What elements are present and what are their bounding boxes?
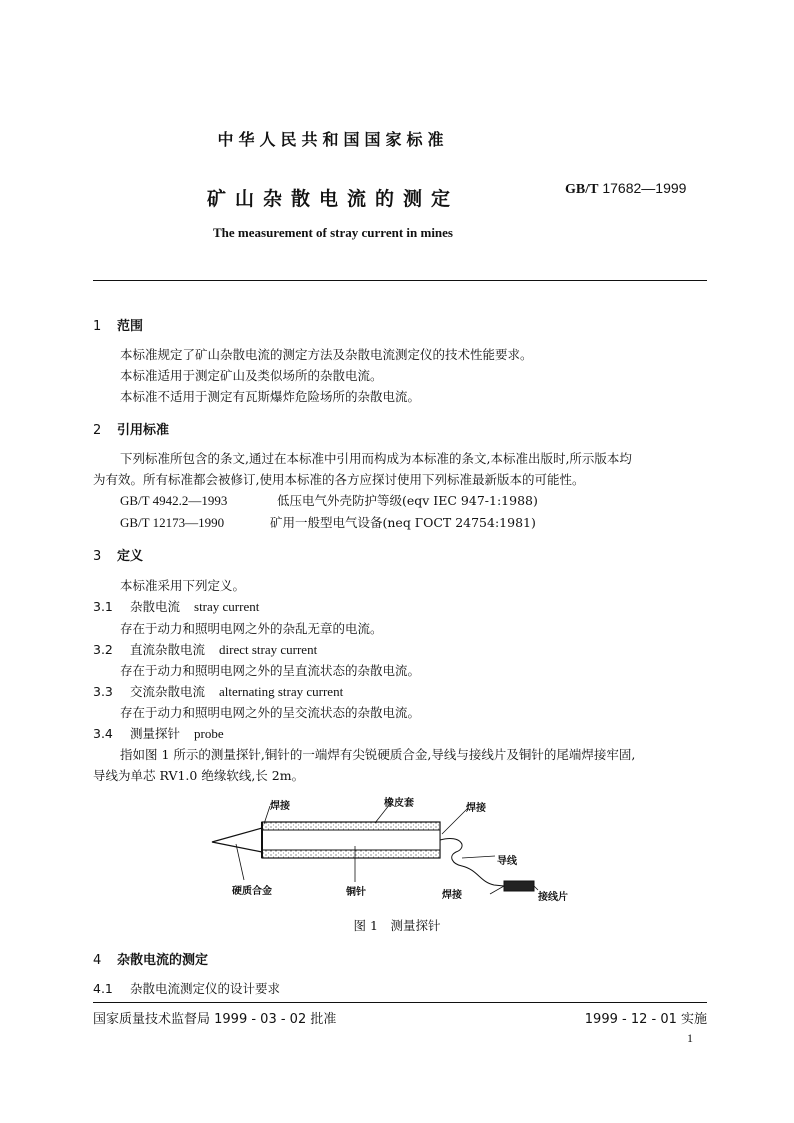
definition-3-3-heading [93,682,343,700]
leader-weld-bottom [490,886,504,894]
subsection-number: 3.2 [93,642,113,657]
reference-item [120,513,536,531]
definition-term: 测量探针 [130,726,181,741]
subsection-number: 3.4 [93,726,113,741]
label-rubber-sleeve: 橡皮套 [384,798,414,809]
section-number: 4 [93,953,102,968]
definition-term-en: stray current [194,599,260,614]
definition-term: 直流杂散电流 [130,642,206,657]
subsection-title: 杂散电流测定仪的设计要求 [130,981,281,996]
figure-caption: 图 1 测量探针 [353,918,441,933]
definition-3-2-description: 存在于动力和照明电网之外的呈直流状态的杂散电流。 [120,663,421,678]
terminal-lug [504,881,534,891]
definition-3-2-heading [93,640,317,658]
copper-needle [262,830,440,850]
reference-title: 低压电气外壳防护等级(eqv IEC 947-1:1988) [277,493,538,508]
label-copper-needle: 铜针 [346,887,366,898]
label-weld-left: 焊接 [270,801,290,812]
section-title: 杂散电流的测定 [117,953,209,968]
subsection-4-1-heading [93,979,280,997]
reference-title: 矿用一般型电气设备(neq ГОСТ 24754:1981) [270,515,536,530]
section-1-paragraph-3: 本标准不适用于测定有瓦斯爆炸危险场所的杂散电流。 [120,389,421,404]
section-1-paragraph-1: 本标准规定了矿山杂散电流的测定方法及杂散电流测定仪的技术性能要求。 [120,347,533,362]
reference-code: GB/T 4942.2—1993 [120,493,228,508]
document-title-en: The measurement of stray current in mines [213,225,453,240]
section-title: 定义 [117,549,144,564]
section-number: 2 [93,423,102,438]
definition-term-en: probe [194,726,224,741]
approval-date: 国家质量技术监督局 1999 - 03 - 02 批准 [93,1012,337,1027]
footer-rule [93,1002,707,1003]
standard-category: 中华人民共和国国家标准 [217,130,449,149]
definition-3-4-description-line-1: 指如图 1 所示的测量探针,铜针的一端焊有尖锐硬质合金,导线与接线片及铜针的尾端焊接牢固, [120,747,636,762]
section-1-heading [93,315,143,334]
section-number: 1 [93,319,102,334]
definition-3-4-description-line-2: 导线为单芯 RV1.0 绝缘软线,长 2m。 [93,768,305,783]
label-hard-alloy: 硬质合金 [232,886,272,897]
section-4-heading [93,949,208,968]
section-2-heading [93,419,169,438]
section-3-intro: 本标准采用下列定义。 [120,578,246,593]
reference-code: GB/T 12173—1990 [120,515,225,530]
section-2-paragraph-line-1: 下列标准所包含的条文,通过在本标准中引用而构成为本标准的条文,本标准出版时,所示版本均 [120,451,632,466]
page-number: 1 [687,1031,693,1045]
section-3-heading [93,545,143,564]
label-terminal: 接线片 [538,892,568,903]
label-wire: 导线 [497,856,517,867]
subsection-number: 4.1 [93,981,113,996]
section-title: 范围 [117,319,144,334]
effective-date: 1999 - 12 - 01 实施 [584,1012,707,1027]
leader-weld-right [442,808,468,834]
definition-3-1-description: 存在于动力和照明电网之外的杂乱无章的电流。 [120,621,383,636]
definition-term: 交流杂散电流 [130,684,206,699]
definition-3-3-description: 存在于动力和照明电网之外的呈交流状态的杂散电流。 [120,705,421,720]
label-weld-bottom: 焊接 [442,890,462,901]
definition-term-en: direct stray current [219,642,318,657]
standard-code-number: 17682—1999 [602,180,687,196]
definition-term-en: alternating stray current [219,684,344,699]
section-number: 3 [93,549,102,564]
wire [440,839,504,886]
label-weld-right: 焊接 [466,803,486,814]
definition-3-1-heading [93,597,259,615]
definition-term: 杂散电流 [130,599,181,614]
section-title: 引用标准 [117,423,170,438]
subsection-number: 3.3 [93,684,113,699]
leader-wire [462,856,495,858]
reference-item [120,491,538,509]
header-rule [93,280,707,281]
section-1-paragraph-2: 本标准适用于测定矿山及类似场所的杂散电流。 [120,368,383,383]
subsection-number: 3.1 [93,599,113,614]
section-2-paragraph-line-2: 为有效。所有标准都会被修订,使用本标准的各方应探讨使用下列标准最新版本的可能性。 [93,472,585,487]
definition-3-4-heading [93,724,224,742]
standard-code [565,180,686,198]
leader-hard-alloy [236,844,244,880]
standard-code-prefix: GB/T [565,182,599,197]
document-title: 矿山杂散电流的测定 [206,188,459,210]
